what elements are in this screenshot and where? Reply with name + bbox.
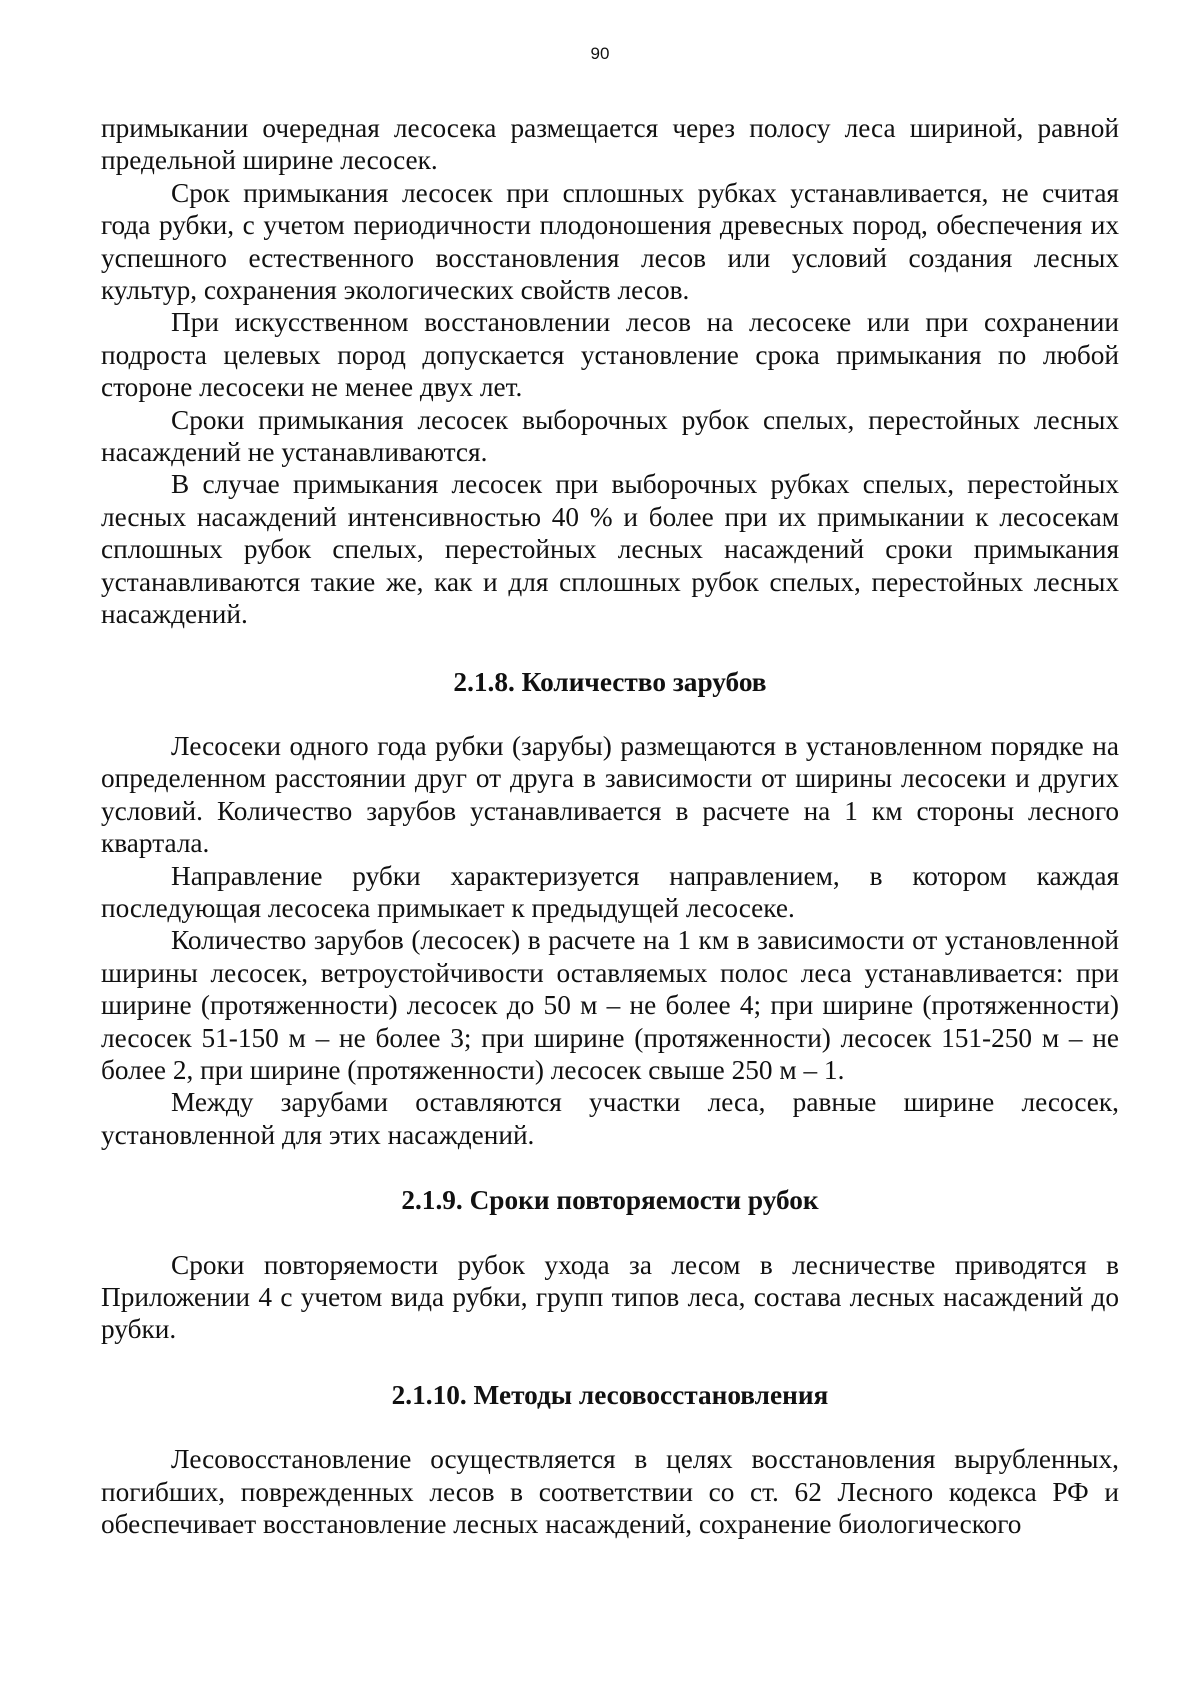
paragraph-continuation: примыкании очередная лесосека размещается через полосу леса шириной, равной предельной ширине лесосек. [101,113,1119,176]
section-heading-2-1-8: 2.1.8. Количество зарубов [453,666,767,697]
page-number: 90 [590,44,610,63]
paragraph: В случае примыкания лесосек при выборочных рубках спелых, перестойных лесных насаждений интенсивностью 40 % и более при их примыкании к лесосекам сплошных рубок спелых, перестойных лесных насаждений сроки примыкания устанавливаются такие же, как и для сплошных рубок спелых, перестойных лесных насаждений. [101,469,1119,630]
paragraph: Между зарубами оставляются участки леса, равные ширине лесосек, установленной для этих насаждений. [101,1087,1119,1150]
section-heading-2-1-10: 2.1.10. Методы лесовосстановления [391,1379,829,1410]
paragraph: При искусственном восстановлении лесов на лесосеке или при сохранении подроста целевых пород допускается установление срока примыкания по любой стороне лесосеки не менее двух лет. [101,307,1119,403]
paragraph: Лесосеки одного года рубки (зарубы) размещаются в установленном порядке на определенном расстоянии друг от друга в зависимости от ширины лесосеки и других условий. Количество зарубов устанавливается в расчете на 1 км стороны лесного квартала. [101,730,1119,859]
paragraph: Количество зарубов (лесосек) в расчете на 1 км в зависимости от установленной ширины лесосек, ветроустойчивости оставляемых полос леса устанавливается: при ширине (протяженности) лесосек до 50 м – не более 4; при ширине (протяженности) лесосек 51-150 м – не более 3; при ширине (протяженности) лесосек 151-250 м – не более 2, при ширине (протяженности) лесосек свыше 250 м – 1. [101,925,1119,1085]
paragraph: Срок примыкания лесосек при сплошных рубках устанавливается, не считая года рубки, с учетом периодичности плодоношения древесных пород, обеспечения их успешного естественного восстановления лесов или условий создания лесных культур, сохранения экологических свойств лесов. [101,177,1119,306]
page-content [101,112,1119,1540]
paragraph: Направление рубки характеризуется направлением, в котором каждая последующая лесосека примыкает к предыдущей лесосеке. [101,860,1119,923]
paragraph: Сроки повторяемости рубок ухода за лесом в лесничестве приводятся в Приложении 4 с учетом вида рубки, групп типов леса, состава лесных насаждений до рубки. [101,1249,1119,1345]
paragraph: Сроки примыкания лесосек выборочных рубок спелых, перестойных лесных насаждений не устанавливаются. [101,404,1119,468]
paragraph: Лесовосстановление осуществляется в целях восстановления вырубленных, погибших, поврежденных лесов в соответствии со ст. 62 Лесного кодекса РФ и обеспечивает восстановление лесных насаждений, сохранение биологического [101,1444,1119,1540]
section-heading-2-1-9: 2.1.9. Сроки повторяемости рубок [401,1185,819,1216]
